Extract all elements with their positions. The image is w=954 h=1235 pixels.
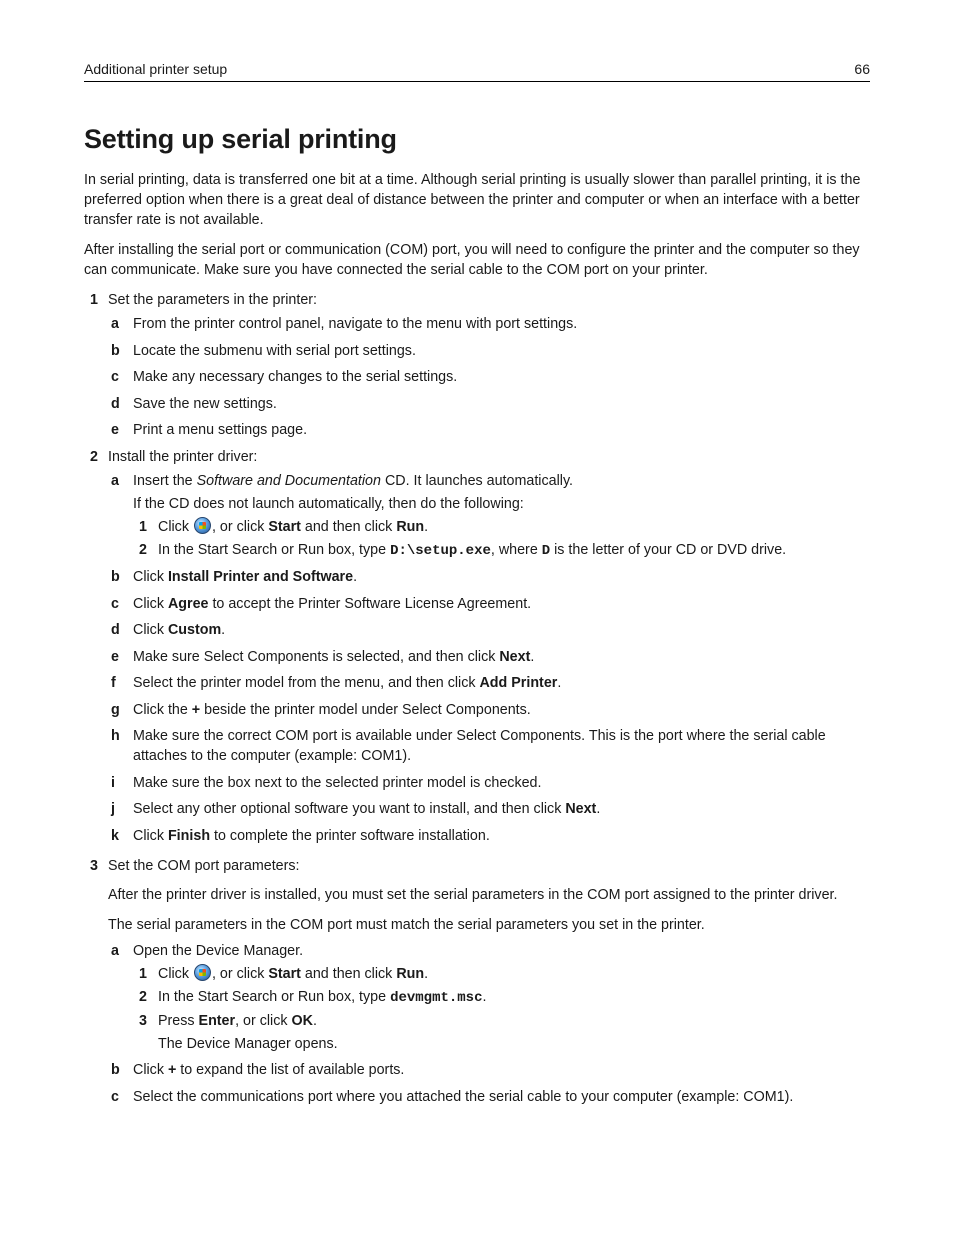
substep: d Click Custom. [111, 622, 226, 638]
substep: c Make any necessary changes to the serial settings. [111, 369, 458, 385]
substep: b Locate the submenu with serial port settings. [111, 342, 416, 359]
substep: g Click the + beside the printer model under Select Components. [111, 701, 531, 718]
intro-paragraph-2: After installing the serial port or communication (COM) port, you will need to configure the printer and the computer so they can communicate. Make sure you have connected the serial cable to the COM port on your printer. [84, 242, 860, 278]
sub-substep: 3 Press Enter, or click OK. The Device Manager opens. [133, 1011, 870, 1054]
substep: a From the printer control panel, navigate to the menu with port settings. [111, 316, 578, 332]
page-content [84, 170, 870, 1113]
substep: h Make sure the correct COM port is available under Select Components. This is the port where the serial cable attaches to the computer (example: COM1). [111, 728, 826, 764]
step-text: Set the parameters in the printer: [108, 292, 318, 308]
substep: k Click Finish to complete the printer software installation. [111, 827, 490, 844]
step-paragraph: The serial parameters in the COM port must match the serial parameters you set in the printer. [108, 916, 705, 933]
step-text: Install the printer driver: [108, 448, 258, 465]
sub-substep: 2 In the Start Search or Run box, type devmgmt.msc. [139, 988, 487, 1006]
substep: b Click Install Printer and Software. [111, 569, 358, 585]
substep: e Make sure Select Components is selected, and then click Next. [111, 648, 535, 665]
code-text: D [541, 542, 551, 559]
substep-insert-cd: a Insert the Software and Documentation CD. It launches automatically. If the CD does not launch automatically, then do the following: 1 Click , or click Start and then click Run. 2 In the Start Search or Run box, type D:\setup.exe, where D is the letter of your CD or DVD drive. [108, 471, 870, 561]
substep: c Click Agree to accept the Printer Software License Agreement. [111, 595, 532, 612]
step-number: 3 [90, 857, 98, 874]
step-3 [84, 856, 870, 1107]
sub-substep: 1 Click , or click Start and then click Run. [139, 518, 429, 535]
intro-paragraph-1: In serial printing, data is transferred one bit at a time. Although serial printing is usually slower than parallel printing, it is the preferred option when there is a great deal of distance between the printer and computer or when an interface with a better transfer rate is not available. [84, 172, 861, 228]
windows-start-orb-icon [194, 964, 211, 981]
substep: c Select the communications port where you attached the serial cable to your computer (example: COM1). [111, 1088, 794, 1105]
substep: e Print a menu settings page. [111, 422, 308, 438]
header-section-title: Additional printer setup [84, 61, 228, 77]
page-header [84, 60, 870, 82]
code-text: devmgmt.msc [390, 989, 483, 1006]
step-number: 2 [90, 448, 98, 465]
substep: d Save the new settings. [111, 395, 277, 412]
substep: i Make sure the box next to the selected printer model is checked. [111, 774, 542, 791]
substep: j Select any other optional software you want to install, and then click Next. [111, 801, 601, 817]
sub-substep: 1 Click , or click Start and then click Run. [139, 965, 429, 982]
step-paragraph: After the printer driver is installed, you must set the serial parameters in the COM port assigned to the printer driver. [108, 886, 838, 903]
page-title: Setting up serial printing [84, 124, 397, 154]
page-number: 66 [854, 61, 870, 77]
step-2 [84, 447, 870, 846]
substep-device-manager: a Open the Device Manager. 1 Click , or click Start and then click Run. 2 In the Start Search or Run box, type devmgmt.msc. 3 Press Enter, or click OK. The Device Manager opens. [108, 941, 870, 1054]
windows-start-orb-icon [194, 517, 211, 534]
substep: f Select the printer model from the menu, and then click Add Printer. [111, 675, 562, 691]
step-1 [84, 290, 870, 440]
step-text: Set the COM port parameters: [108, 857, 300, 874]
step-number: 1 [90, 292, 98, 308]
note-text: The Device Manager opens. [158, 1035, 338, 1052]
code-text: D:\setup.exe [390, 542, 491, 559]
note-text: If the CD does not launch automatically, then do the following: [133, 495, 524, 512]
substep: b Click + to expand the list of available ports. [111, 1062, 405, 1078]
sub-substep: 2 In the Start Search or Run box, type D:\setup.exe, where D is the letter of your CD or DVD drive. [139, 541, 787, 559]
